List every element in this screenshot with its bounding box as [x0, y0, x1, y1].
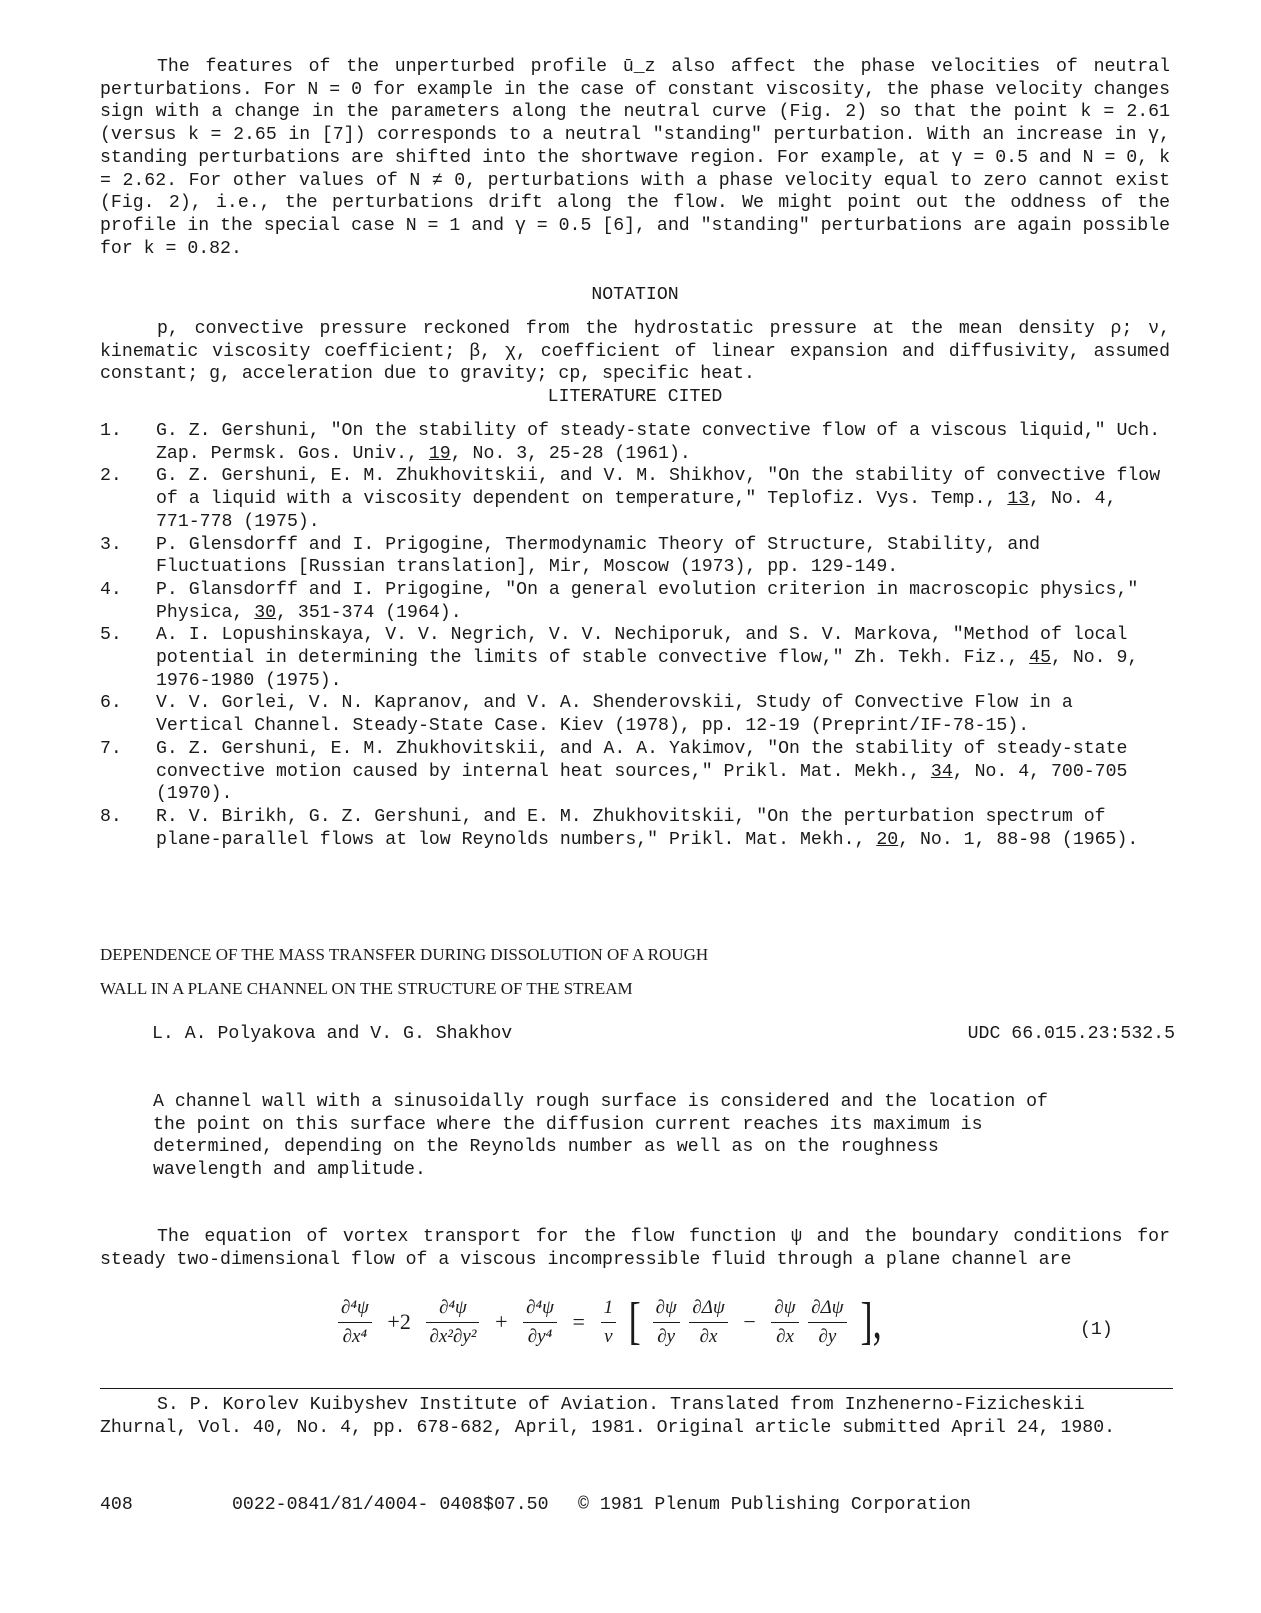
eq-term-a: $\frac{\partial\psi}{\partial y}$ [653, 1297, 680, 1348]
eq-term-1: $\frac{\text{∂⁴ψ}}{\text{∂x⁴}}$ [338, 1297, 372, 1348]
footnote: S. P. Korolev Kuibyshev Institute of Aviation. Translated from Inzhenerno-Fizicheskii Zhurnal, Vol. 40, No. 4, pp. 678-682, April, 1981. Original article submitted April 24, 1980. [100, 1395, 1116, 1438]
eq-inverse-viscosity: $\frac{1}{\nu}$ [601, 1297, 617, 1348]
notation-text: p, convective pressure reckoned from the hydrostatic pressure at the mean density ρ; ν, kinematic viscosity coefficient; β, χ, coefficient of linear expansion and diffusivity, assumed constant; g, acceleration due to gravity; cp, specific heat. [100, 319, 1170, 385]
eq-plus: + [495, 1309, 508, 1334]
eq-right-bracket: ], [860, 1293, 882, 1350]
eq-equals: = [572, 1309, 585, 1334]
page-number: 408 [100, 1495, 133, 1515]
intro-paragraph: The features of the unperturbed profile ū_z also affect the phase velocities of neutral perturbations. For N = 0 for example in the case of constant viscosity, the phase velocity changes sign with a change in the parameters along the neutral curve (Fig. 2) so that the point k = 2.61 (versus k = 2.65 in [7]) corresponds to a neutral "standing" perturbation. With an increase in γ, standing perturbations are shifted into the shortwave region. For example, at γ = 0.5 and N = 0, k = 2.62. For other values of N ≠ 0, perturbations with a phase velocity equal to zero cannot exist (Fig. 2), i.e., the perturbations drift along the flow. We might point out the oddness of the profile in the special case N = 1 and γ = 0.5 [6], and "standing" perturbations are again possible for k = 0.82. [100, 57, 1170, 259]
reference-item-3: 3. P. Glensdorff and I. Prigogine, Thermodynamic Theory of Structure, Stability, and Fluctuations [Russian translation], Mir, Moscow (1973), pp. 129-149. [100, 534, 1041, 578]
equation-label: (1) [1080, 1320, 1113, 1340]
eq-minus: − [743, 1309, 756, 1334]
eq-term-d: $\frac{\partial\Delta\psi}{\partial y}$ [808, 1297, 846, 1348]
article-title-line-2: WALL IN A PLANE CHANNEL ON THE STRUCTURE OF THE STREAM [100, 979, 633, 998]
reference-item-2: 2. G. Z. Gershuni, E. M. Zhukhovitskii, and V. M. Shikhov, "On the stability of convective flow of a liquid with a viscosity dependent on temperature," Teplofiz. Vys. Temp., 13, No. 4, 771-778 (1975). [100, 466, 1161, 532]
publication-code: 0022-0841/81/4004- 0408$07.50 [232, 1495, 549, 1515]
reference-item-4: 4. P. Glansdorff and I. Prigogine, "On a general evolution criterion in macroscopic physics," Physica, 30, 351-374 (1964). [100, 579, 1139, 623]
equation-1 [0, 1293, 1261, 1386]
eq-coefficient: +2 [387, 1309, 411, 1334]
literature-heading: LITERATURE CITED [547, 387, 723, 407]
reference-item-5: 5. A. I. Lopushinskaya, V. V. Negrich, V. V. Nechiporuk, and S. V. Markova, "Method of local potential in determining the limits of stable convective flow," Zh. Tekh. Fiz., 45, No. 9, 1976-1980 (1975). [100, 625, 1139, 691]
abstract: A channel wall with a sinusoidally rough surface is considered and the location of the point on this surface where the diffusion current reaches its maximum is determined, depending on the Reynolds number as well as on the roughness wavelength and amplitude. [153, 1092, 1048, 1181]
article-title-line-1: DEPENDENCE OF THE MASS TRANSFER DURING DISSOLUTION OF A ROUGH [100, 945, 709, 964]
notation-heading: NOTATION [591, 285, 679, 305]
udc-code: UDC 66.015.23:532.5 [967, 1024, 1175, 1044]
reference-item-7: 7. G. Z. Gershuni, E. M. Zhukhovitskii, and A. A. Yakimov, "On the stability of steady-state convective motion caused by internal heat sources," Prikl. Mat. Mekh., 34, No. 4, 700-705 (1970). [100, 738, 1128, 805]
reference-item-1: 1. G. Z. Gershuni, "On the stability of steady-state convective flow of a viscous liquid," Uch. Zap. Permsk. Gos. Univ., 19, No. 3, 25-28 (1961). [100, 421, 1161, 464]
authors: L. A. Polyakova and V. G. Shakhov [152, 1024, 513, 1044]
reference-list [100, 420, 1170, 851]
eq-left-bracket: [ [628, 1293, 641, 1350]
reference-item-8: 8. R. V. Birikh, G. Z. Gershuni, and E. M. Zhukhovitskii, "On the perturbation spectrum of plane-parallel flows at low Reynolds numbers," Prikl. Mat. Mekh., 20, No. 1, 88-98 (1965). [100, 806, 1139, 850]
eq-term-3: $\frac{\text{∂⁴ψ}}{\text{∂y⁴}}$ [523, 1297, 557, 1348]
eq-term-c: $\frac{\partial\psi}{\partial x}$ [771, 1297, 798, 1348]
footnote-divider [100, 1388, 1173, 1389]
reference-item-6: 6. V. V. Gorlei, V. N. Kapranov, and V. A. Shenderovskii, Study of Convective Flow in a Vertical Channel. Steady-State Case. Kiev (1978), pp. 12-19 (Preprint/IF-78-15). [100, 693, 1073, 737]
eq-term-2: $\frac{\text{∂⁴ψ}}{\text{∂x²∂y²}}$ [426, 1297, 479, 1348]
eq-term-b: $\frac{\partial\Delta\psi}{\partial x}$ [689, 1297, 727, 1348]
copyright: © 1981 Plenum Publishing Corporation [578, 1495, 971, 1515]
body-paragraph: The equation of vortex transport for the flow function ψ and the boundary conditions for steady two-dimensional flow of a viscous incompressible fluid through a plane channel are [100, 1227, 1170, 1270]
